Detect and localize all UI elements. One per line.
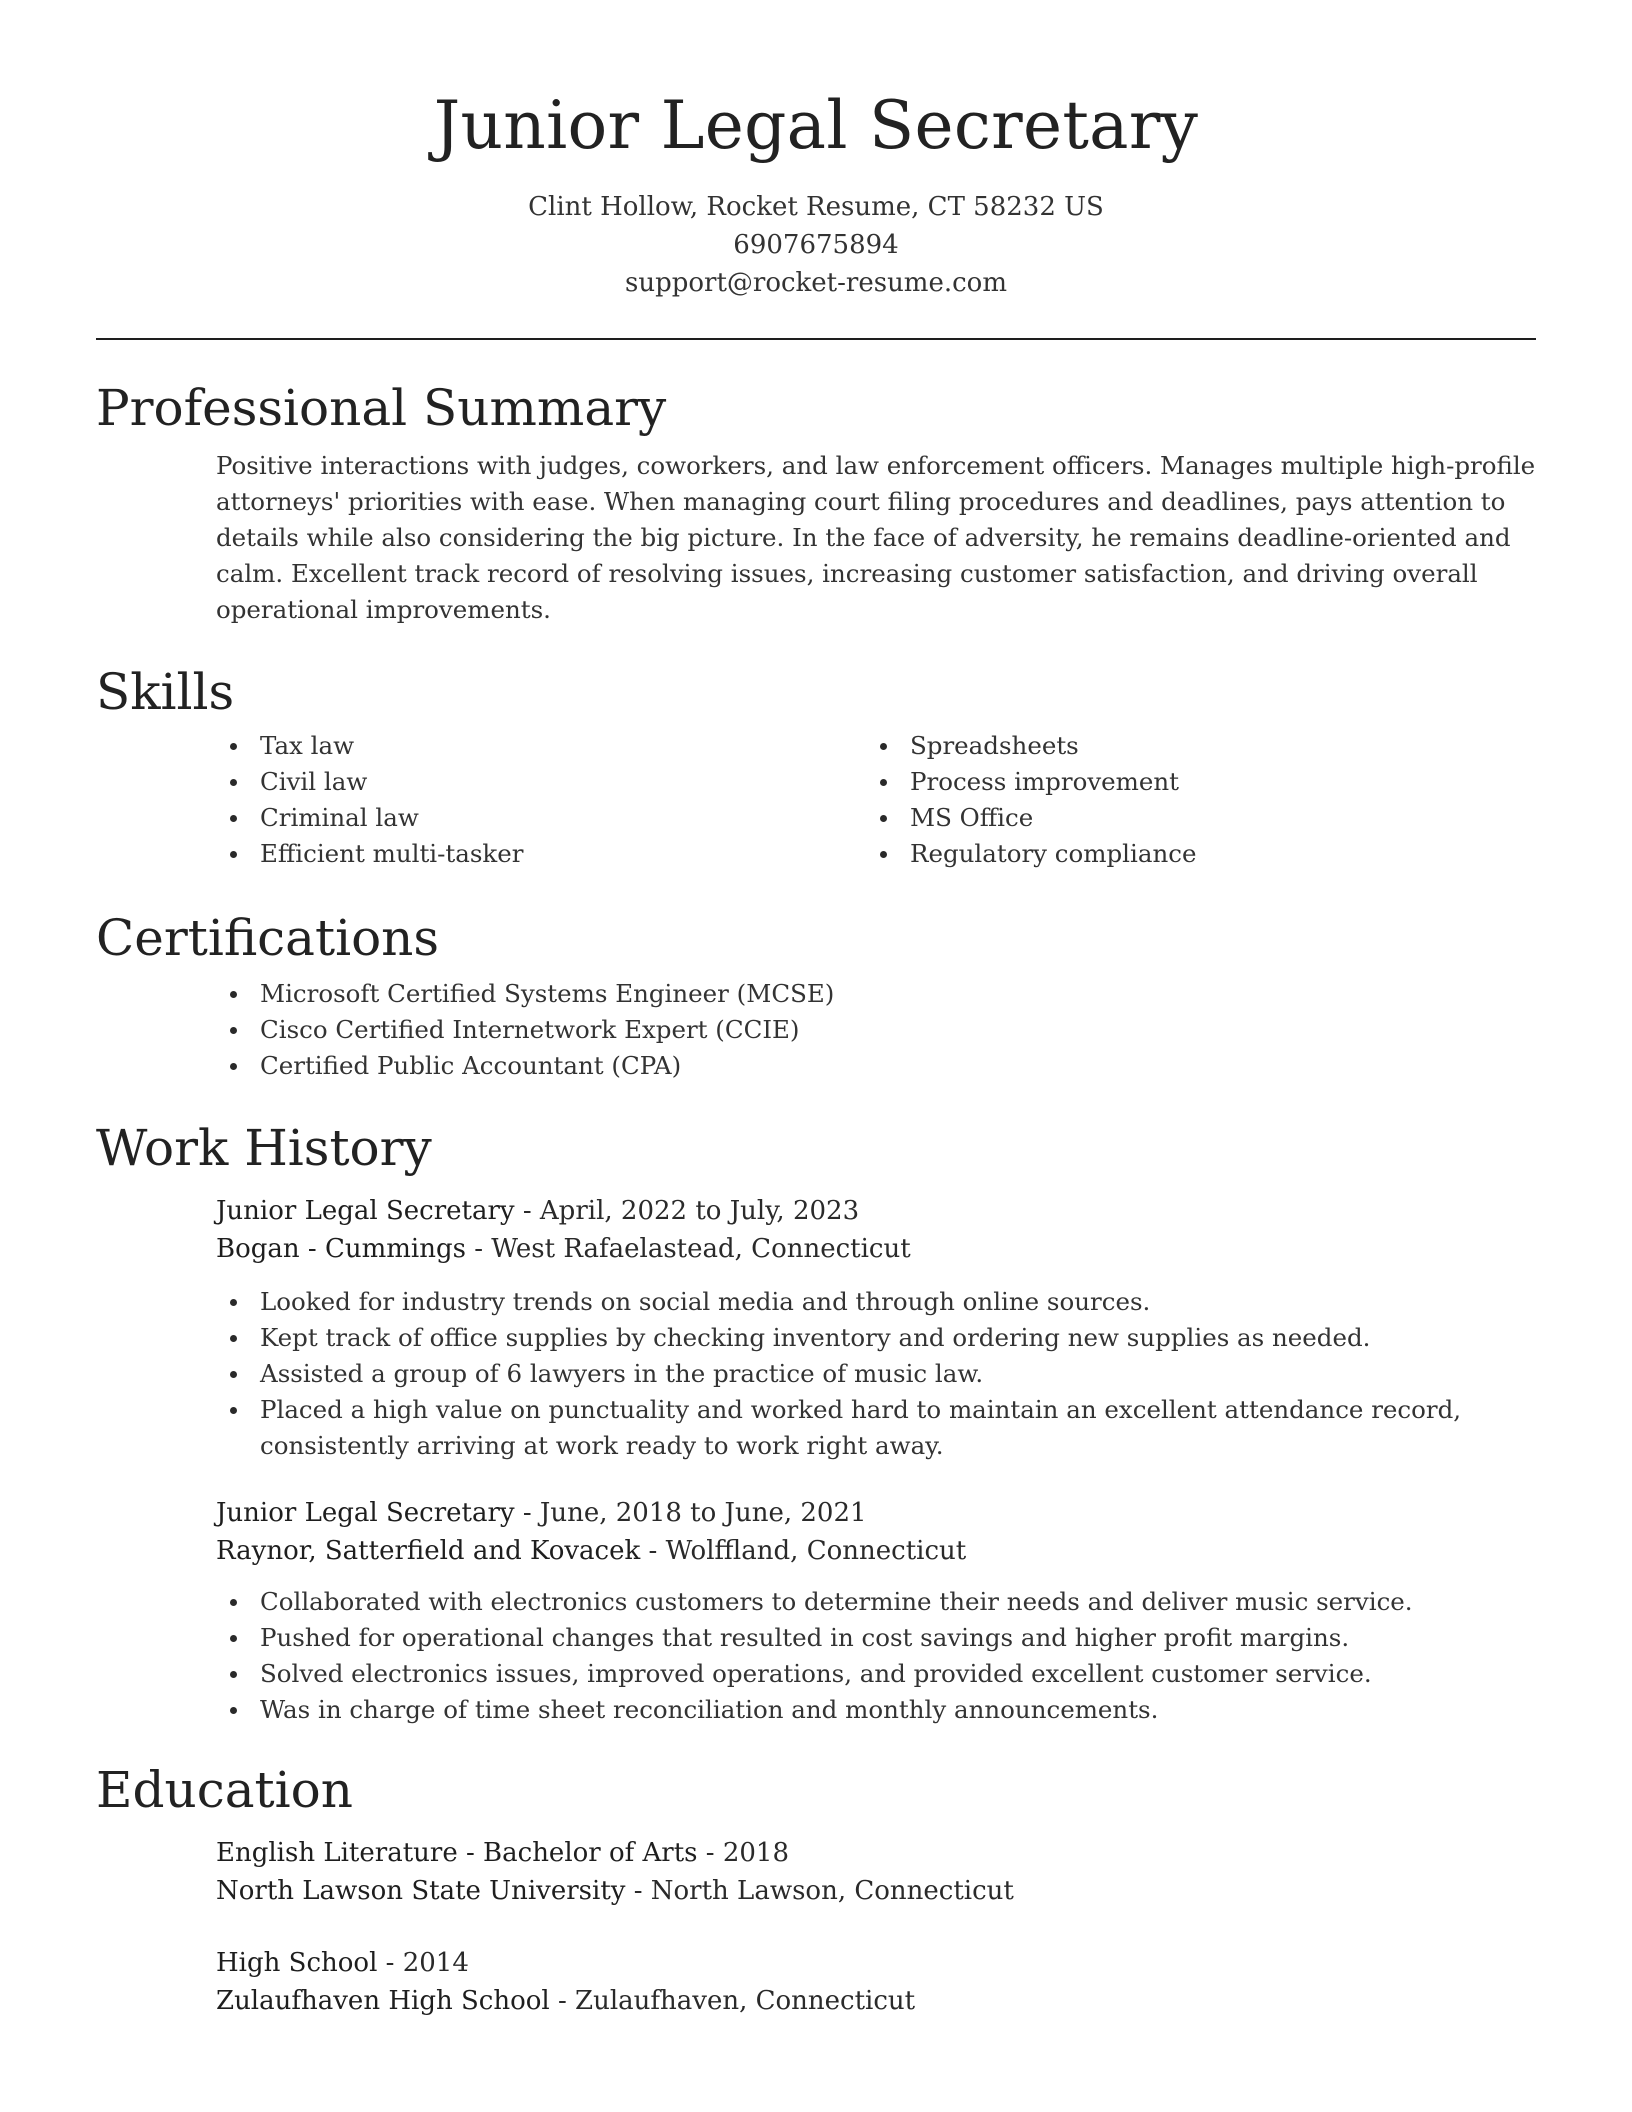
- education-year: - 2014: [377, 1948, 469, 1978]
- list-item: Assisted a group of 6 lawyers in the practice of music law.: [216, 1356, 1536, 1392]
- work-history-title: Work History: [96, 1119, 432, 1177]
- work-history-section: [96, 1118, 1536, 1728]
- contact-address: Clint Hollow, Rocket Resume, CT 58232 US: [528, 192, 1104, 222]
- skills-grid: [216, 728, 1536, 872]
- job-location: - Wolffland, Connecticut: [640, 1536, 967, 1566]
- education-degree: High School: [216, 1948, 378, 1978]
- job-employer: [216, 1230, 1536, 1268]
- job-entry: [216, 1494, 1536, 1728]
- education-title: Education: [96, 1761, 353, 1819]
- resume-header: [96, 0, 1536, 340]
- job-entry: [216, 1192, 1536, 1464]
- education-entry: [216, 1944, 1536, 2020]
- list-item: Collaborated with electronics customers to determine their needs and deliver music service.: [216, 1584, 1536, 1620]
- summary-text: Positive interactions with judges, coworkers, and law enforcement officers. Manages multiple high-profile attorneys' priorities with ease. When managing court filing procedures and deadlines, pays attention to details while also considering the big picture. In the face of adversity, he remains deadline-oriented and calm. Excellent track record of resolving issues, increasing customer satisfaction, and driving overall operational improvements.: [216, 451, 1536, 624]
- list-item: Microsoft Certified Systems Engineer (MCSE): [216, 976, 1536, 1012]
- certifications-list-wrap: [216, 976, 1536, 1084]
- resume-page: [96, 0, 1536, 2016]
- list-item: Kept track of office supplies by checking inventory and ordering new supplies as needed.: [216, 1320, 1536, 1356]
- list-item: Solved electronics issues, improved operations, and provided excellent customer service.: [216, 1656, 1536, 1692]
- list-item: Process improvement: [866, 764, 1516, 800]
- contact-phone: 6907675894: [733, 230, 899, 260]
- job-bullets: [216, 1584, 1536, 1728]
- list-item: Tax law: [216, 728, 866, 764]
- job-employer: [216, 1532, 1536, 1570]
- certifications-list: [216, 976, 1536, 1084]
- education-heading: [216, 1944, 1536, 1982]
- header-divider: [96, 338, 1536, 340]
- job-role: Junior Legal Secretary: [216, 1498, 515, 1528]
- job-role: Junior Legal Secretary: [216, 1196, 515, 1226]
- education-institution: [216, 1982, 1536, 2020]
- education-degree: English Literature - Bachelor of Arts: [216, 1838, 698, 1868]
- education-heading: [216, 1834, 1536, 1872]
- education-section: [96, 1760, 1536, 2020]
- job-company: Raynor, Satterfield and Kovacek: [216, 1536, 641, 1566]
- skills-section: [96, 662, 1536, 872]
- certifications-title: Certifications: [96, 909, 440, 967]
- contact-info: [96, 188, 1536, 302]
- list-item: Pushed for operational changes that resulted in cost savings and higher profit margins.: [216, 1620, 1536, 1656]
- skills-column-left: [216, 728, 866, 872]
- education-location: - Zulaufhaven, Connecticut: [549, 1986, 916, 2016]
- education-school: North Lawson State University: [216, 1876, 626, 1906]
- list-item: Spreadsheets: [866, 728, 1516, 764]
- list-item: Looked for industry trends on social media and through online sources.: [216, 1284, 1536, 1320]
- education-entry: [216, 1834, 1536, 1910]
- certifications-section: [96, 908, 1536, 1084]
- job-heading: [216, 1494, 1536, 1532]
- list-item: Civil law: [216, 764, 866, 800]
- job-dates: - April, 2022 to July, 2023: [514, 1196, 860, 1226]
- education-location: - North Lawson, Connecticut: [625, 1876, 1014, 1906]
- summary-title: Professional Summary: [96, 379, 667, 437]
- skills-title: Skills: [96, 663, 235, 721]
- list-item: Efficient multi-tasker: [216, 836, 866, 872]
- list-item: Certified Public Accountant (CPA): [216, 1048, 1536, 1084]
- summary-section: [96, 378, 1536, 628]
- education-year: - 2018: [697, 1838, 790, 1868]
- job-heading: [216, 1192, 1536, 1230]
- skills-column-right: [866, 728, 1516, 872]
- list-item: Cisco Certified Internetwork Expert (CCIE): [216, 1012, 1536, 1048]
- list-item: Criminal law: [216, 800, 866, 836]
- list-item: Placed a high value on punctuality and worked hard to maintain an excellent attendance record, consistently arriving at work ready to work right away.: [216, 1392, 1536, 1464]
- list-item: Was in charge of time sheet reconciliation and monthly announcements.: [216, 1692, 1536, 1728]
- list-item: MS Office: [866, 800, 1516, 836]
- list-item: Regulatory compliance: [866, 836, 1516, 872]
- job-dates: - June, 2018 to June, 2021: [514, 1498, 867, 1528]
- education-school: Zulaufhaven High School: [216, 1986, 550, 2016]
- candidate-name: Junior Legal Secretary: [433, 87, 1199, 164]
- job-company: Bogan - Cummings: [216, 1234, 466, 1264]
- contact-email: support@rocket-resume.com: [624, 268, 1007, 298]
- job-location: - West Rafaelastead, Connecticut: [465, 1234, 911, 1264]
- job-bullets: [216, 1284, 1536, 1464]
- education-institution: [216, 1872, 1536, 1910]
